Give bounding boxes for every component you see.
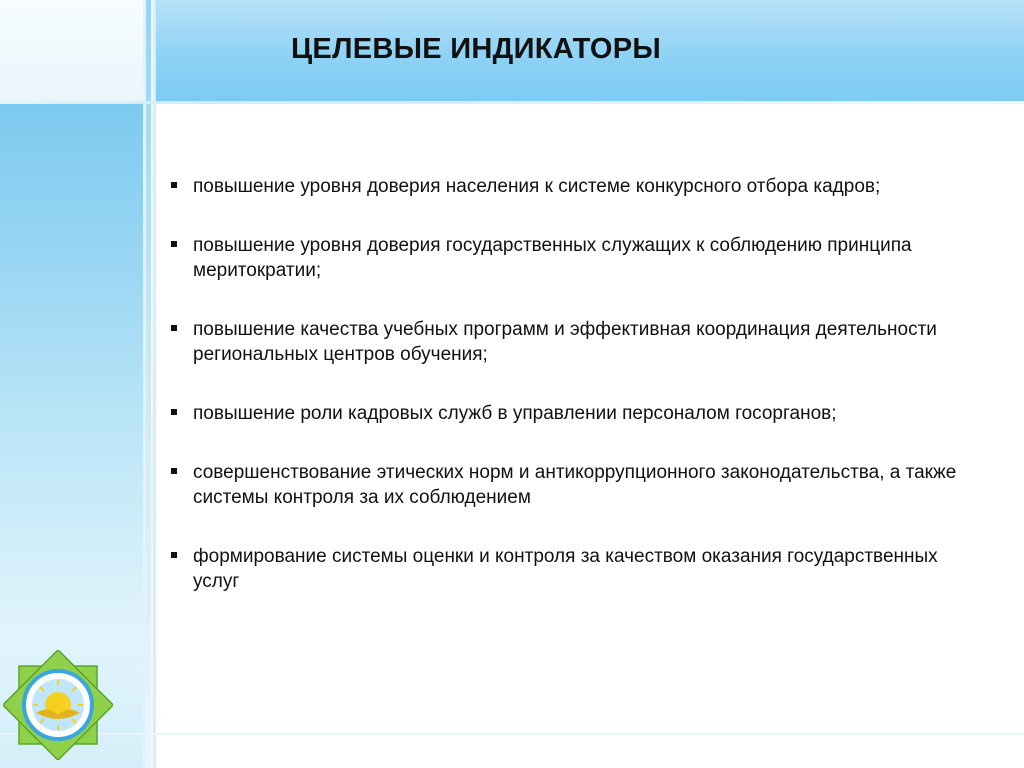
list-item-text: повышение качества учебных программ и эффективная координация деятельности региональных центров обучения;: [193, 319, 937, 365]
list-item: [170, 174, 970, 199]
square-bullet-icon: [171, 241, 177, 247]
square-bullet-icon: [171, 409, 177, 415]
list-item: [170, 401, 970, 426]
divider-line: [153, 0, 156, 768]
square-bullet-icon: [171, 468, 177, 474]
state-emblem-star-icon: [3, 650, 113, 760]
square-bullet-icon: [171, 182, 177, 188]
list-item-text: повышение уровня доверия населения к системе конкурсного отбора кадров;: [193, 176, 881, 197]
footer-divider: [0, 733, 1024, 735]
list-item-text: повышение уровня доверия государственных служащих к соблюдению принципа меритократии;: [193, 235, 912, 281]
list-item: [170, 544, 970, 594]
header-corner-block: [0, 0, 143, 101]
list-item-text: совершенствование этических норм и антикоррупционного законодательства, а также системы контроля за их соблюдением: [193, 462, 957, 508]
square-bullet-icon: [171, 325, 177, 331]
square-bullet-icon: [171, 552, 177, 558]
list-item-text: повышение роли кадровых служб в управлении персоналом госорганов;: [193, 403, 837, 424]
slide-title: ЦЕЛЕВЫЕ ИНДИКАТОРЫ: [290, 33, 662, 65]
list-item: [170, 233, 970, 283]
bullet-list: [170, 174, 970, 628]
list-item: [170, 317, 970, 367]
list-item: [170, 460, 970, 510]
list-item-text: формирование системы оценки и контроля за качеством оказания государственных услуг: [193, 546, 938, 592]
header-divider: [0, 101, 1024, 104]
